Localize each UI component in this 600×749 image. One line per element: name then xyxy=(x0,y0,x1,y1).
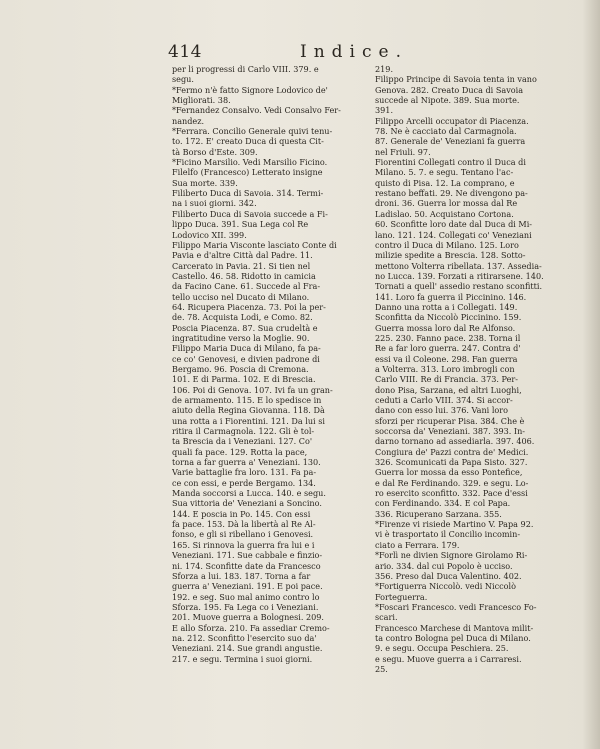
index-line: restano beffati. 29. Ne divengono pa- xyxy=(375,188,528,199)
index-line: 87. Generale de' Veneziani fa guerra xyxy=(375,136,526,147)
index-line: Sforza a lui. 183. 187. Torna a far xyxy=(172,570,311,581)
index-line: de. 78. Acquista Lodi, e Como. 82. xyxy=(172,312,313,323)
index-line: 106. Poi di Genova. 107. Ivi fa un gran- xyxy=(172,384,333,395)
index-line: 141. Loro fa guerra il Piccinino. 146. xyxy=(375,291,527,302)
index-line: ce co' Genovesi, e divien padrone di xyxy=(172,353,320,364)
index-line: quali fa pace. 129. Rotta la pace, xyxy=(172,446,308,457)
index-line: con Ferdinando. 334. E col Papa. xyxy=(375,498,511,509)
index-line: Milano. 5. 7. e segu. Tentano l'ac- xyxy=(375,167,514,178)
running-title: Indice. xyxy=(300,42,408,62)
index-line: *Forlì ne divien Signore Girolamo Ri- xyxy=(375,550,528,561)
index-line: Filippo Maria Visconte lasciato Conte di xyxy=(172,239,337,250)
index-line: 217. e segu. Termina i suoi giorni. xyxy=(172,653,313,664)
index-line: Varie battaglie fra loro. 131. Fa pa- xyxy=(172,467,317,478)
index-line: tà Borso d'Este. 309. xyxy=(172,146,258,157)
index-line: ciato a Ferrara. 179. xyxy=(375,539,460,550)
index-line: Re a far loro guerra. 247. Contra d' xyxy=(375,343,521,354)
page-header xyxy=(168,42,548,66)
index-line: 336. Ricuperano Sarzana. 355. xyxy=(375,508,502,519)
index-line: 326. Scomunicati da Papa Sisto. 327. xyxy=(375,457,528,468)
index-line: a Volterra. 313. Loro imbrogli con xyxy=(375,363,515,374)
page-gutter-shadow xyxy=(582,0,600,749)
index-line: nel Friuli. 97. xyxy=(375,146,431,157)
index-line: Sua morte. 339. xyxy=(172,177,238,188)
index-line: torna a far guerra a' Veneziani. 130. xyxy=(172,457,321,468)
index-line: Congiura de' Pazzi contra de' Medici. xyxy=(375,446,529,457)
index-line: to. 172. E' creato Duca di questa Cit- xyxy=(172,136,324,147)
index-line: *Fernandez Consalvo. Vedi Consalvo Fer- xyxy=(172,105,341,116)
index-line: 165. Si rinnova la guerra fra lui e i xyxy=(172,539,315,550)
index-line: 192. e seg. Suo mal animo contro lo xyxy=(172,591,320,602)
index-column-left xyxy=(172,64,362,684)
index-line: Francesco Marchese di Mantova milit- xyxy=(375,622,534,633)
index-line: una rotta a i Fiorentini. 121. Da lui si xyxy=(172,415,325,426)
index-line: ritira il Carmagnola. 122. Gli è tol- xyxy=(172,426,315,437)
index-line: 101. E di Parma. 102. E di Brescia. xyxy=(172,374,316,385)
index-line: milizie spedite a Brescia. 128. Sotto- xyxy=(375,250,526,261)
index-line: Guerra mossa loro dal Re Alfonso. xyxy=(375,322,516,333)
index-line: dano con esso lui. 376. Vani loro xyxy=(375,405,509,416)
index-line: *Ficino Marsilio. Vedi Marsilio Ficino. xyxy=(172,157,328,168)
index-line: Pavia e d'altre Città dal Padre. 11. xyxy=(172,250,313,261)
index-line: *Fermo n'è fatto Signore Lodovico de' xyxy=(172,84,328,95)
index-line: ario. 334. dal cui Popolo è ucciso. xyxy=(375,560,513,571)
index-line: 64. Ricupera Piacenza. 73. Poi la per- xyxy=(172,301,326,312)
index-line: Filippo Arcelli occupator di Piacenza. xyxy=(375,115,529,126)
index-line: Migliorati. 38. xyxy=(172,95,231,106)
index-line: Filiberto Duca di Savoia. 314. Termi- xyxy=(172,188,324,199)
index-line: fonso, e gli si ribellano i Genovesi. xyxy=(172,529,314,540)
index-line: E allo Sforza. 210. Fa assediar Cremo- xyxy=(172,622,330,633)
index-line: de armamento. 115. E lo spedisce in xyxy=(172,395,322,405)
index-line: Veneziani. 171. Sue cabbale e finzio- xyxy=(172,550,323,561)
index-line: e segu. Muove guerra a i Carraresi. xyxy=(375,653,522,664)
index-line: 9. e segu. Occupa Peschiera. 25. xyxy=(375,643,509,654)
index-line: ro esercito sconfitto. 332. Pace d'essi xyxy=(375,488,528,499)
index-line: Manda soccorsi a Lucca. 140. e segu. xyxy=(172,488,326,499)
index-line: na i suoi giorni. 342. xyxy=(172,198,257,209)
index-line: Carcerato in Pavia. 21. Si tien nel xyxy=(172,260,311,271)
index-line: droni. 36. Guerra lor mossa dal Re xyxy=(375,198,518,209)
index-line: Bergamo. 96. Poscia di Cremona. xyxy=(172,363,309,374)
index-line: no Lucca. 139. Forzati a ritirarsene. 140. xyxy=(375,270,544,281)
index-line: Carlo VIII. Re di Francia. 373. Per- xyxy=(375,374,518,385)
index-line: da Facino Cane. 61. Succede al Fra- xyxy=(172,281,321,292)
index-line: ceduti a Carlo VIII. 374. Si accor- xyxy=(375,395,513,405)
index-line: Tornati a quell' assedio restano sconfitti. xyxy=(375,281,543,292)
index-line: 78. Ne è cacciato dal Carmagnola. xyxy=(375,126,517,137)
index-line: ni. 174. Sconfitte date da Francesco xyxy=(172,560,321,571)
index-line: Sconfitta da Niccolò Piccinino. 159. xyxy=(375,312,522,323)
index-line: segu. xyxy=(172,74,194,85)
index-line: *Fortiguerra Niccolò. vedi Niccolò xyxy=(375,581,516,592)
index-line: lippo Duca. 391. Sua Lega col Re xyxy=(172,219,309,230)
index-line: Filippo Maria Duca di Milano, fa pa- xyxy=(172,343,321,354)
index-line: Forteguerra. xyxy=(375,591,428,602)
index-line: Sua vittoria de' Veneziani a Soncino. xyxy=(172,498,322,509)
index-line: 219. xyxy=(375,64,394,74)
index-line: lano. 121. 124. Collegati co' Veneziani xyxy=(375,229,532,240)
index-line: 225. 230. Fanno pace. 238. Torna il xyxy=(375,332,521,343)
index-column-right xyxy=(375,64,565,684)
index-line: Guerra lor mossa da esso Pontefice, xyxy=(375,467,523,478)
index-line: Danno una rotta a i Collegati. 149. xyxy=(375,301,518,312)
index-line: soccorsa da' Veneziani. 387. 393. In- xyxy=(375,426,526,437)
index-line: 144. E poscia in Po. 145. Con essi xyxy=(172,508,311,519)
index-line: ce con essi, e perde Bergamo. 134. xyxy=(172,477,316,488)
index-line: Genova. 282. Creato Duca di Savoia xyxy=(375,84,524,95)
index-line: aiuto della Regina Giovanna. 118. Dà xyxy=(172,405,325,416)
index-line: Sforza. 195. Fa Lega co i Veneziani. xyxy=(172,601,319,612)
page-number: 414 xyxy=(168,42,202,62)
index-line: guerra a' Veneziani. 191. E poi pace. xyxy=(172,581,323,592)
index-line: 60. Sconfitte loro date dal Duca di Mi- xyxy=(375,219,533,230)
index-line: Filelfo (Francesco) Letterato insigne xyxy=(172,167,323,178)
index-line: *Foscari Francesco. vedi Francesco Fo- xyxy=(375,601,537,612)
index-line: Filippo Principe di Savoia tenta in vano xyxy=(375,74,537,85)
index-line: nandez. xyxy=(172,115,205,126)
index-line: 356. Preso dal Duca Valentino. 402. xyxy=(375,570,522,581)
index-line: Ladislao. 50. Acquistano Cortona. xyxy=(375,208,514,219)
index-line: vi è trasportato il Concilio incomin- xyxy=(375,529,521,540)
index-line: contro il Duca di Milano. 125. Loro xyxy=(375,239,519,250)
index-line: tello ucciso nel Ducato di Milano. xyxy=(172,291,310,302)
index-line: succede al Nipote. 389. Sua morte. xyxy=(375,95,520,106)
index-line: na. 212. Sconfitto l'esercito suo da' xyxy=(172,632,317,643)
index-line: Castello. 46. 58. Ridotto in camicia xyxy=(172,270,316,281)
index-line: e dal Re Ferdinando. 329. e segu. Lo- xyxy=(375,477,529,488)
index-line: Veneziani. 214. Sue grandi angustie. xyxy=(172,643,323,654)
index-line: ta Brescia da i Veneziani. 127. Co' xyxy=(172,436,313,447)
index-line: scari. xyxy=(375,612,398,623)
index-line: 201. Muove guerra a Bolognesi. 209. xyxy=(172,612,324,623)
index-line: Filiberto Duca di Savoia succede a Fi- xyxy=(172,208,328,219)
index-line: Lodovico XII. 399. xyxy=(172,229,247,240)
index-line: ta contro Bologna pel Duca di Milano. xyxy=(375,632,531,643)
index-line: fa pace. 153. Dà la libertà al Re Al- xyxy=(172,519,316,530)
index-line: quisto di Pisa. 12. La comprano, e xyxy=(375,177,515,188)
index-line: essi va il Coleone. 298. Fan guerra xyxy=(375,353,518,364)
index-line: Poscia Piacenza. 87. Sua crudeltà e xyxy=(172,322,318,333)
index-line: *Ferrara. Concilio Generale quivi tenu- xyxy=(172,126,333,137)
index-line: 391. xyxy=(375,105,394,116)
index-line: mettono Volterra ribellata. 137. Assedia- xyxy=(375,260,542,271)
index-line: per li progressi di Carlo VIII. 379. e xyxy=(172,64,319,74)
index-line: ingratitudine verso la Moglie. 90. xyxy=(172,332,310,343)
index-line: sforzi per ricuperar Pisa. 384. Che è xyxy=(375,415,525,426)
index-line: Fiorentini Collegati contro il Duca di xyxy=(375,157,526,168)
index-line: darno tornano ad assediarla. 397. 406. xyxy=(375,436,535,447)
index-line: dono Pisa, Sarzana, ed altri Luoghi, xyxy=(375,384,522,395)
index-line: *Firenze vi risiede Martino V. Papa 92. xyxy=(375,519,534,530)
index-line: 25. xyxy=(375,663,388,674)
